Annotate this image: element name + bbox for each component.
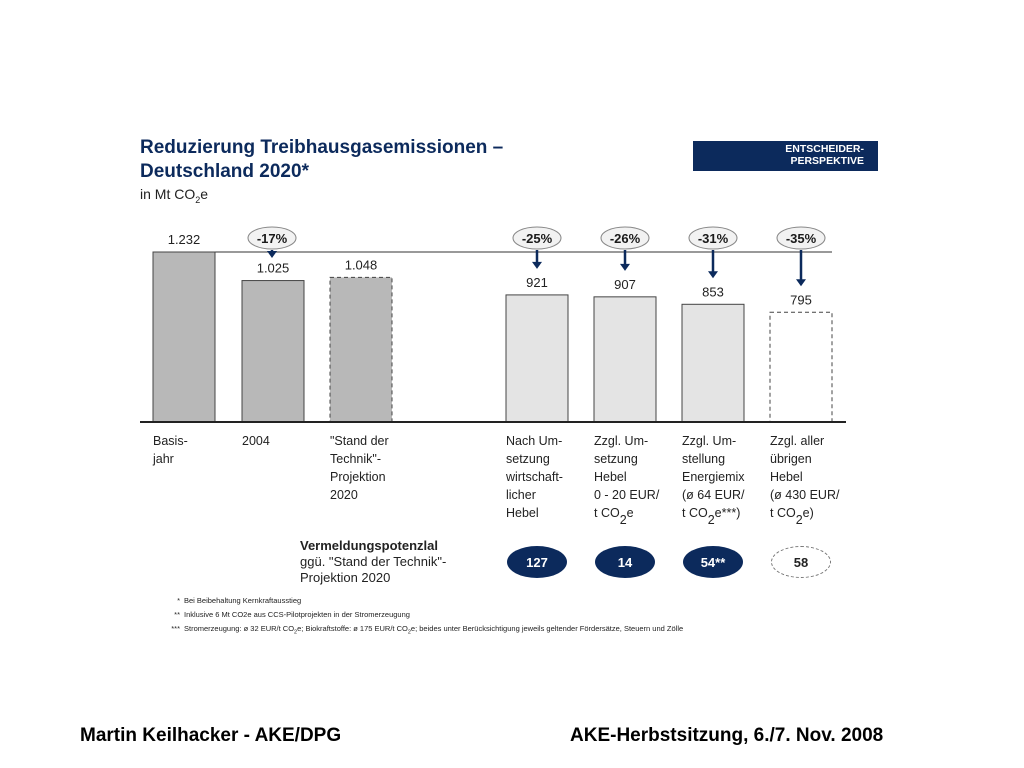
potential-bubble-2: 14: [595, 546, 655, 578]
bar-1: [153, 252, 215, 422]
footnote-1: [166, 596, 301, 605]
value-label-2: 1.025: [256, 260, 290, 276]
chart-title-line2: Deutschland 2020*: [140, 161, 309, 182]
reduction-arrowhead-2: [267, 251, 277, 258]
value-label-7: 795: [790, 292, 812, 308]
badge-line2: PERSPEKTIVE: [790, 155, 864, 167]
bar-2: [242, 281, 304, 422]
category-label-2: 2004: [242, 434, 270, 448]
potential-title-bold: Vermeldungspotenzlal: [300, 538, 438, 553]
bar-7: [770, 312, 832, 422]
footnote-3-text-a: Stromerzeugung: ø 32 EUR/t CO: [184, 624, 295, 633]
unit-sub: 2: [195, 194, 201, 205]
footer-event: AKE-Herbstsitzung, 6./7. Nov. 2008: [570, 725, 884, 746]
potential-bubble-1: 127: [507, 546, 567, 578]
value-label-1: 1.232: [167, 232, 201, 247]
category-label-4: Nach Um-setzung wirtschaft-licher Hebel: [506, 434, 563, 520]
badge-line1: ENTSCHEIDER-: [785, 143, 864, 155]
bar-5: [594, 297, 656, 422]
unit-prefix: in Mt CO: [140, 186, 196, 202]
reduction-arrowhead-5: [620, 264, 630, 271]
bar-6: [682, 304, 744, 422]
category-label-5: Zzgl. Um-setzung Hebel 0 - 20 EUR/ t $CO_2e$: [594, 434, 660, 527]
footnote-1-text: Bei Beibehaltung Kernkraftausstieg: [184, 596, 302, 605]
bar-4: [506, 295, 568, 422]
potential-title: [300, 538, 446, 586]
potential-bubble-3: 54**: [683, 546, 743, 578]
reduction-label-6: -31%: [697, 231, 729, 246]
footnote-2-mark: **: [174, 610, 180, 619]
footnote-3: [166, 624, 683, 636]
reduction-label-2: -17%: [256, 231, 288, 246]
chart-title-line1: Reduzierung Treibhausgasemissionen –: [140, 137, 504, 158]
reduction-label-5: -26%: [609, 231, 641, 246]
reduction-arrowhead-7: [796, 279, 806, 286]
value-label-5: 907: [614, 276, 636, 292]
footnote-2-text: Inklusive 6 Mt CO2e aus CCS-Pilotprojekten in der Stromerzeugung: [184, 610, 410, 619]
potential-title-line2: ggü. "Stand der Technik"-: [300, 554, 447, 569]
footnote-3-sub-b: 2: [407, 629, 411, 636]
value-label-4: 921: [526, 274, 548, 290]
category-label-1: Basis-jahr: [153, 434, 188, 466]
potential-title-line3: Projektion 2020: [300, 570, 391, 585]
category-label-6: Zzgl. Um-stellung Energiemix (ø 64 EUR/ t $CO_2e***$): [682, 434, 745, 527]
category-label-3: "Stand der Technik"-Projektion 2020: [330, 434, 389, 502]
value-label-3: 1.048: [344, 257, 378, 273]
bar-3: [330, 277, 392, 422]
reduction-arrowhead-4: [532, 262, 542, 269]
value-label-6: 853: [702, 284, 724, 300]
footnote-3-text-b: e; Biokraftstoffe: ø 175 EUR/t CO: [297, 624, 408, 633]
reduction-label-4: -25%: [521, 231, 553, 246]
footnote-2: [166, 610, 410, 619]
footnote-3-mark: ***: [171, 624, 180, 633]
unit-suffix: e: [200, 186, 209, 202]
footnote-1-mark: *: [177, 596, 180, 605]
reduction-label-7: -35%: [785, 231, 817, 246]
footnote-3-sub-a: 2: [294, 629, 298, 636]
reduction-arrowhead-6: [708, 271, 718, 278]
category-label-7: Zzgl. aller übrigen Hebel (ø 430 EUR/ t $CO_2e$): [770, 434, 840, 527]
potential-bubble-4: 58: [771, 546, 831, 578]
footnote-3-text-c: e; beides unter Berücksichtigung jeweils geltender Fördersätze, Steuern und Zölle: [410, 624, 684, 633]
footer-author: Martin Keilhacker - AKE/DPG: [80, 725, 342, 746]
